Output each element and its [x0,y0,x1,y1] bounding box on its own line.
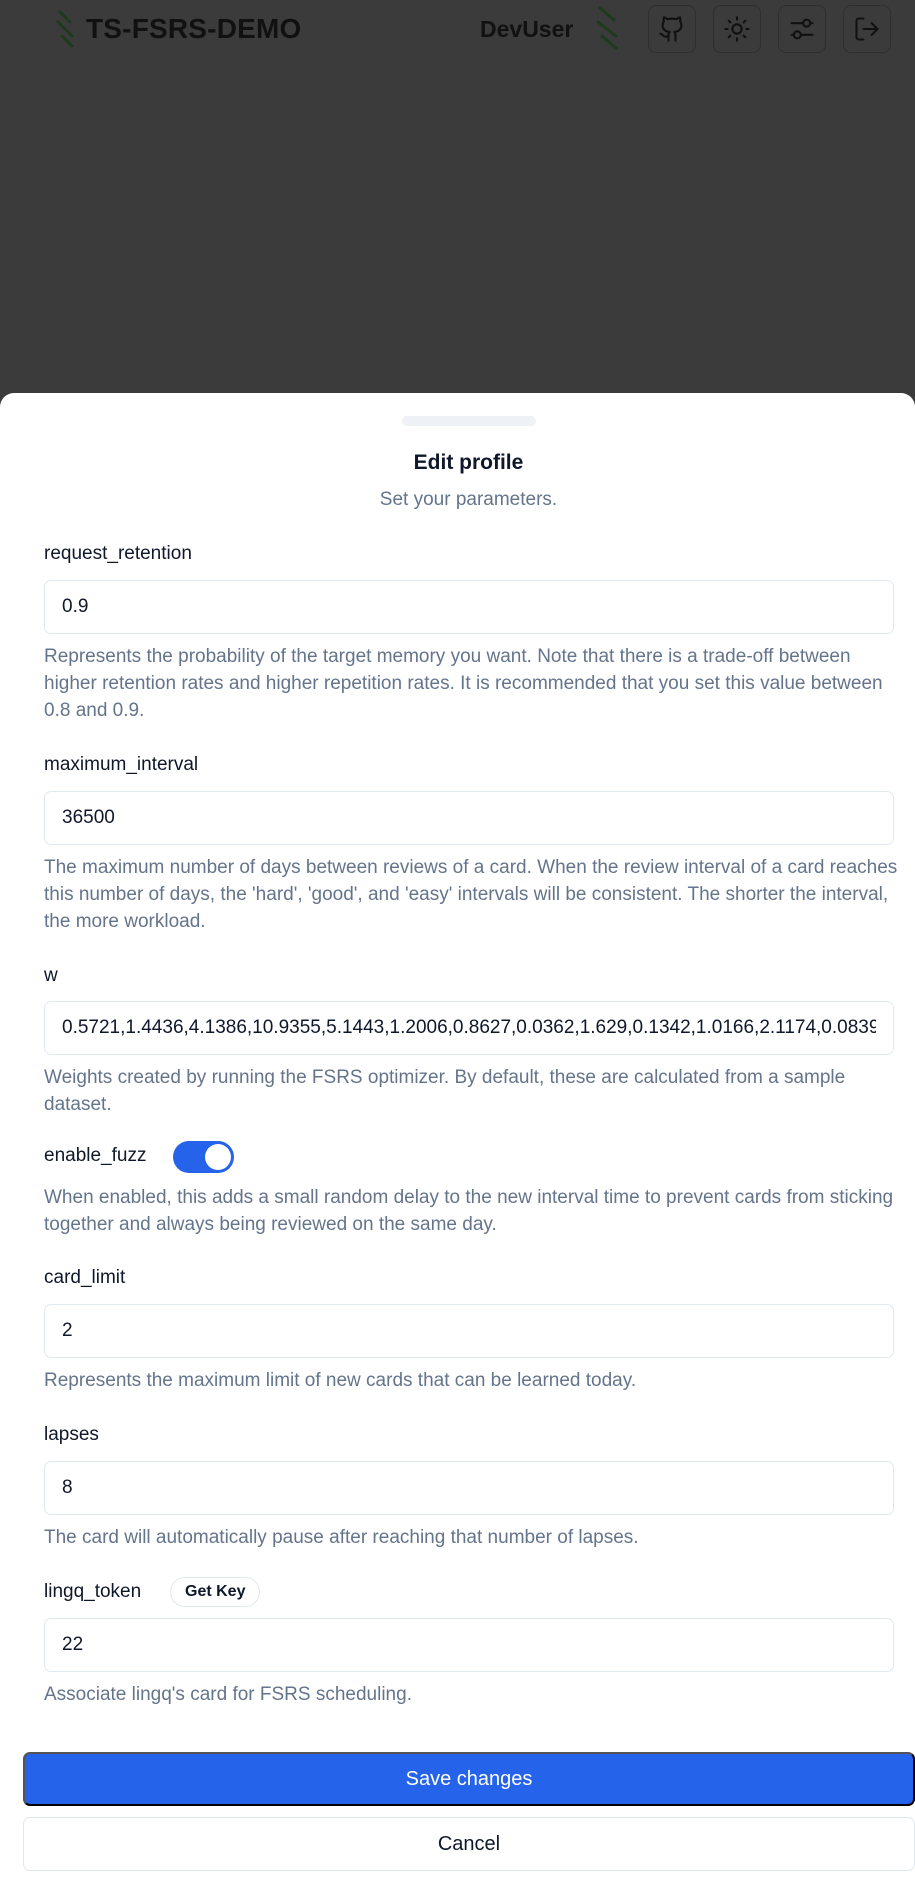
lapses-description: The card will automatically pause after reaching that number of lapses. [44,1527,639,1548]
lingq-token-description: Associate lingq's card for FSRS scheduling. [44,1684,412,1705]
cancel-button[interactable]: Cancel [23,1817,915,1871]
maximum-interval-description: The maximum number of days between reviews of a card. When the review interval of a card reaches this number of days, the 'hard', 'good', and 'easy' intervals will be consistent. The shorter the interval, the more workload. [44,857,898,932]
logout-button[interactable] [843,5,891,53]
lingq-token-label: lingq_token [44,1581,142,1602]
save-changes-button[interactable]: Save changes [23,1752,915,1806]
get-key-button[interactable]: Get Key [170,1577,260,1607]
maximum-interval-label: maximum_interval [44,754,199,775]
maximum-interval-input[interactable] [44,791,894,845]
enable-fuzz-description: When enabled, this adds a small random delay to the new interval time to prevent cards from sticking together and always being reviewed on the same day. [44,1187,894,1235]
brand[interactable] [50,8,302,50]
lapses-input[interactable] [44,1461,894,1515]
sheet-title: Edit profile [413,451,524,474]
settings-button[interactable] [778,5,826,53]
drag-handle[interactable] [402,416,536,426]
request-retention-label: request_retention [44,543,192,564]
request-retention-description: Represents the probability of the target memory you want. Note that there is a trade-off between higher retention rates and higher repetition rates. It is recommended that you set this value between 0.8 and 0.9. [44,646,883,721]
user-name[interactable]: DevUser [480,16,574,42]
edit-profile-sheet [0,393,915,1877]
theme-toggle-button[interactable] [713,5,761,53]
card-limit-input[interactable] [44,1304,894,1358]
enable-fuzz-label: enable_fuzz [44,1145,147,1166]
lingq-token-input[interactable] [44,1618,894,1672]
w-label: w [44,965,58,986]
card-limit-label: card_limit [44,1267,126,1288]
sun-icon [723,15,751,43]
user-decoration-icon [592,4,624,54]
switch-knob [205,1144,231,1170]
app-title: TS-FSRS-DEMO [86,13,302,44]
logout-icon [853,15,881,43]
github-icon [658,15,686,43]
app-header [0,0,915,58]
sliders-icon [788,15,816,43]
github-button[interactable] [648,5,696,53]
logo-icon [50,8,84,50]
enable-fuzz-switch[interactable] [173,1141,234,1173]
w-description: Weights created by running the FSRS optimizer. By default, these are calculated from a sample dataset. [44,1067,846,1115]
sheet-subtitle: Set your parameters. [379,489,558,510]
lapses-label: lapses [44,1424,99,1445]
card-limit-description: Represents the maximum limit of new cards that can be learned today. [44,1370,637,1391]
request-retention-input[interactable] [44,580,894,634]
w-input[interactable] [44,1001,894,1055]
